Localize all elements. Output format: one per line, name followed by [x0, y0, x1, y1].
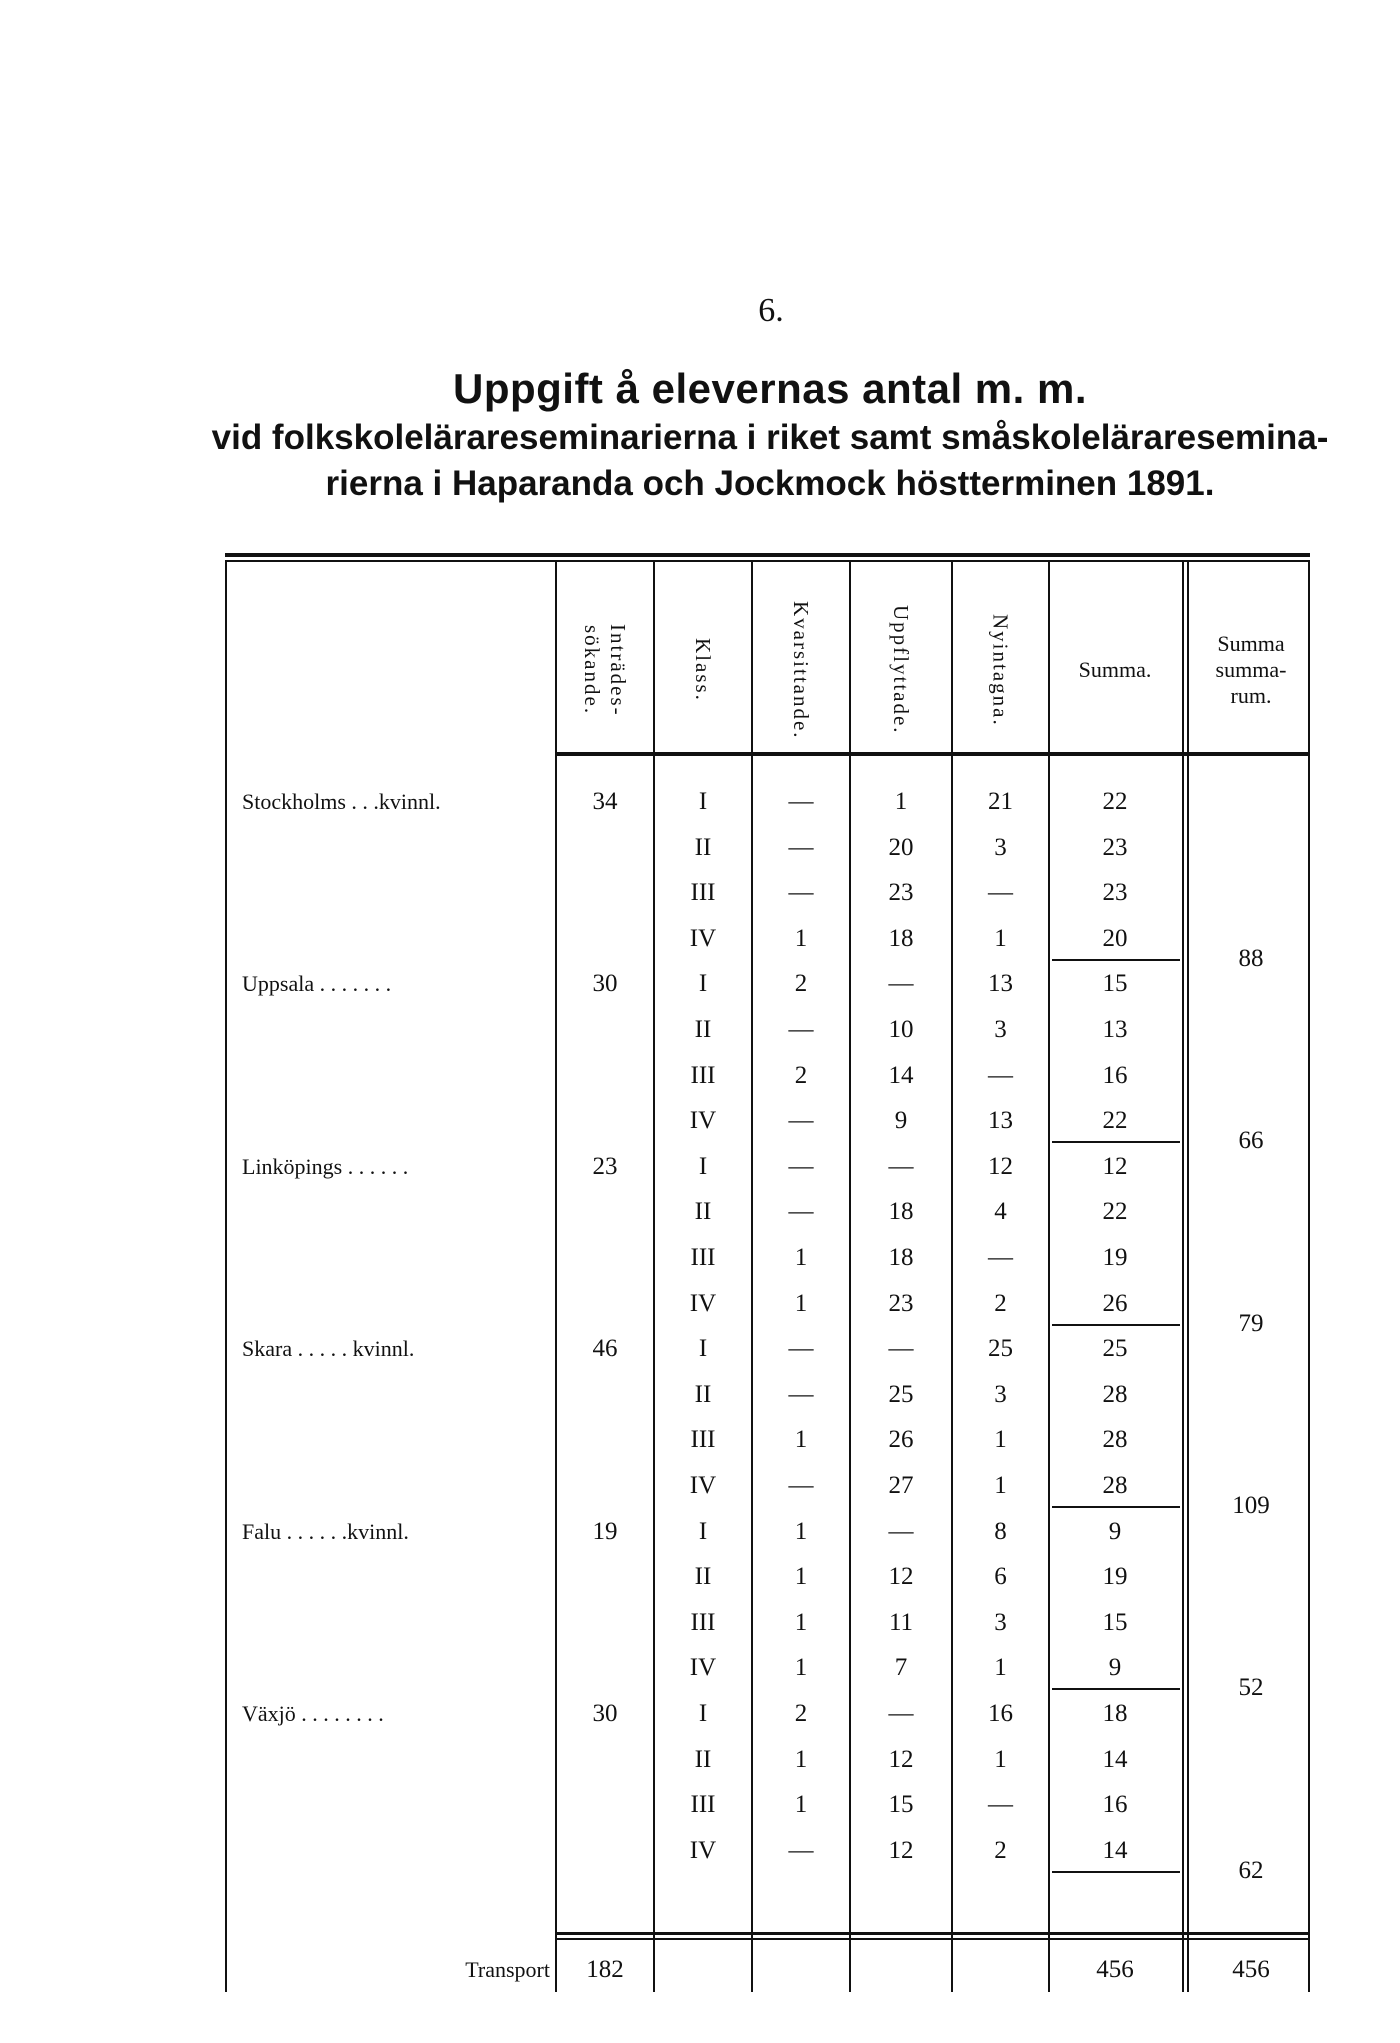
nyintagna-value: 1	[994, 1472, 1007, 1499]
table-top-rule	[225, 553, 1310, 557]
uppflyttade-value: 18	[888, 1198, 914, 1226]
kvarsittande-value: 2	[794, 1061, 808, 1089]
nyintagna-value: —	[988, 1061, 1013, 1089]
summa-group-underline	[1052, 1871, 1180, 1873]
summa-value: 23	[1102, 879, 1128, 907]
uppflyttade-value: 18	[888, 1244, 914, 1271]
uppflyttade-value: 25	[888, 1380, 914, 1408]
uppflyttade-value: —	[888, 1700, 914, 1727]
seminary-name: Linköpings . . . . . .	[242, 1153, 409, 1179]
klass-value: I	[698, 1335, 708, 1363]
nyintagna-value: 12	[988, 1152, 1013, 1180]
nyintagna-value: 13	[988, 970, 1013, 998]
nyintagna-value: 2	[994, 1836, 1007, 1864]
uppflyttade-value: 23	[888, 879, 914, 907]
summa-value: 14	[1102, 1836, 1128, 1864]
klass-value: II	[694, 833, 712, 861]
summa-value: 18	[1102, 1700, 1128, 1727]
kvarsittande-value: —	[788, 788, 814, 815]
summa-value: 19	[1102, 1563, 1128, 1591]
uppflyttade-value: 11	[888, 1608, 914, 1636]
nyintagna-value: —	[988, 1791, 1013, 1819]
transport-summa-summarum: 456	[1232, 1956, 1270, 1983]
header-summa: Summa.	[1078, 657, 1152, 682]
summa-value: 14	[1102, 1745, 1128, 1773]
page-subtitle-line-2: rierna i Haparanda och Jockmock höstterminen 1891.	[325, 464, 1215, 503]
seminary-name: Stockholms . . .kvinnl.	[242, 789, 441, 814]
nyintagna-value: 2	[994, 1289, 1007, 1317]
klass-value: II	[694, 1198, 712, 1226]
nyintagna-value: 3	[994, 1608, 1007, 1636]
summa-value: 28	[1102, 1380, 1128, 1408]
kvarsittande-value: —	[788, 1472, 814, 1499]
intrades-value: 30	[592, 970, 618, 998]
klass-value: III	[690, 1061, 716, 1089]
seminary-name: Växjö . . . . . . . .	[242, 1701, 384, 1726]
klass-value: III	[690, 1608, 716, 1636]
kvarsittande-value: 1	[794, 1745, 808, 1773]
summa-value: 22	[1102, 1107, 1128, 1135]
kvarsittande-value: —	[788, 1152, 814, 1180]
summa-value: 16	[1102, 1791, 1128, 1819]
uppflyttade-value: 15	[888, 1791, 914, 1819]
header-nyintagna: Nyintagna.	[988, 613, 1013, 727]
summa-value: 15	[1102, 1608, 1128, 1636]
kvarsittande-value: 1	[794, 1517, 808, 1545]
uppflyttade-value: 27	[888, 1472, 914, 1499]
uppflyttade-value: 12	[888, 1836, 914, 1864]
summa-value: 22	[1102, 1198, 1128, 1226]
nyintagna-value: 3	[994, 1016, 1007, 1043]
header-nyintagna-cell	[953, 580, 1048, 760]
klass-value: II	[694, 1380, 712, 1408]
klass-value: IV	[689, 924, 717, 952]
header-summa-summarum: Summa summa- rum.	[1215, 631, 1287, 708]
summa-group-underline	[1052, 1506, 1180, 1508]
uppflyttade-value: 18	[888, 924, 914, 952]
transport-summa: 456	[1096, 1956, 1134, 1983]
header-intrades: Inträdes- sökande.	[580, 623, 630, 717]
kvarsittande-value: 2	[794, 1700, 808, 1727]
kvarsittande-value: —	[788, 1107, 814, 1135]
col-divider-intrades	[555, 562, 557, 1992]
nyintagna-value: 21	[988, 788, 1013, 815]
kvarsittande-value: 1	[794, 1244, 808, 1271]
kvarsittande-value: 1	[794, 924, 808, 952]
nyintagna-value: 16	[988, 1700, 1013, 1727]
summa-value: 16	[1102, 1061, 1128, 1089]
nyintagna-value: —	[988, 879, 1013, 907]
klass-value: III	[690, 879, 716, 907]
nyintagna-value: 6	[994, 1563, 1007, 1591]
summa-value: 23	[1102, 833, 1128, 861]
summa-group-underline	[1052, 1141, 1180, 1143]
summa-summarum-value: 79	[1238, 1309, 1264, 1337]
page-title: Uppgift å elevernas antal m. m.	[452, 365, 1087, 412]
kvarsittande-value: —	[788, 1198, 814, 1226]
summa-value: 13	[1102, 1016, 1128, 1043]
kvarsittande-value: —	[788, 833, 814, 861]
page-subtitle-line-1: vid folkskolelärareseminarierna i riket samt småskolelärareseminа-	[211, 418, 1329, 457]
uppflyttade-value: 7	[894, 1654, 908, 1682]
klass-value: I	[698, 1517, 708, 1545]
summa-summarum-value: 66	[1238, 1127, 1264, 1155]
summa-summarum-value: 109	[1232, 1492, 1270, 1519]
header-uppflyttade-cell	[851, 580, 951, 760]
right-border	[1308, 562, 1310, 1992]
summa-value: 15	[1102, 970, 1128, 998]
kvarsittande-value: 1	[794, 1426, 808, 1454]
klass-value: II	[694, 1016, 712, 1043]
klass-value: III	[690, 1244, 716, 1271]
nyintagna-value: 1	[994, 1426, 1007, 1454]
summa-group-underline	[1052, 1324, 1180, 1326]
klass-value: II	[694, 1563, 712, 1591]
nyintagna-value: 8	[994, 1517, 1007, 1545]
uppflyttade-value: 12	[888, 1745, 914, 1773]
header-kvarsittande-cell	[753, 580, 849, 760]
header-uppflyttade: Uppflyttade.	[889, 605, 913, 735]
nyintagna-value: 4	[994, 1198, 1007, 1226]
nyintagna-value: —	[988, 1244, 1013, 1271]
nyintagna-value: 1	[994, 924, 1007, 952]
summa-value: 25	[1102, 1335, 1128, 1363]
uppflyttade-value: —	[888, 1152, 914, 1180]
kvarsittande-value: —	[788, 1335, 814, 1363]
summa-value: 12	[1102, 1152, 1128, 1180]
klass-value: I	[698, 1152, 708, 1180]
uppflyttade-value: 12	[888, 1563, 914, 1591]
col-divider-ss-a	[1182, 562, 1184, 1992]
klass-value: IV	[689, 1836, 717, 1864]
intrades-value: 46	[592, 1335, 618, 1363]
seminary-name: Falu . . . . . .kvinnl.	[242, 1518, 409, 1544]
summa-value: 20	[1102, 924, 1128, 952]
summa-value: 22	[1102, 788, 1128, 815]
klass-value: I	[698, 1700, 708, 1727]
uppflyttade-value: 9	[894, 1107, 908, 1135]
transport-top-rule-thin	[555, 1938, 1310, 1940]
uppflyttade-value: 10	[888, 1016, 914, 1043]
uppflyttade-value: 14	[888, 1061, 914, 1089]
intrades-value: 34	[592, 788, 618, 815]
header-intrades-cell	[557, 580, 653, 760]
summa-value: 19	[1102, 1244, 1128, 1271]
summa-group-underline	[1052, 959, 1180, 961]
header-klass: Klass.	[691, 638, 715, 702]
summa-value: 28	[1102, 1472, 1128, 1499]
nyintagna-value: 25	[988, 1335, 1013, 1363]
intrades-value: 23	[592, 1152, 618, 1180]
left-border	[225, 562, 227, 1992]
uppflyttade-value: —	[888, 1517, 914, 1545]
summa-summarum-value: 88	[1238, 944, 1264, 972]
klass-value: I	[698, 970, 708, 998]
summa-group-underline	[1052, 1688, 1180, 1690]
uppflyttade-value: 26	[888, 1426, 914, 1454]
transport-top-rule	[555, 1932, 1310, 1935]
nyintagna-value: 1	[994, 1745, 1007, 1773]
klass-value: I	[698, 788, 708, 815]
transport-label: Transport	[465, 1957, 550, 1982]
uppflyttade-value: 1	[894, 788, 908, 815]
nyintagna-value: 3	[994, 1380, 1007, 1408]
intrades-value: 30	[592, 1700, 618, 1727]
uppflyttade-value: —	[888, 970, 914, 998]
seminary-name: Skara . . . . . kvinnl.	[242, 1336, 415, 1362]
klass-value: IV	[689, 1472, 717, 1499]
klass-value: III	[690, 1426, 716, 1454]
header-kvarsittande: Kvarsittande.	[789, 600, 813, 740]
transport-intrades: 182	[586, 1956, 624, 1983]
uppflyttade-value: 20	[888, 833, 914, 861]
seminary-name: Uppsala . . . . . . .	[242, 971, 392, 997]
uppflyttade-value: —	[888, 1335, 914, 1363]
klass-value: IV	[689, 1289, 717, 1317]
summa-summarum-value: 52	[1238, 1674, 1264, 1702]
kvarsittande-value: 1	[794, 1791, 808, 1819]
kvarsittande-value: —	[788, 1016, 814, 1043]
kvarsittande-value: 2	[794, 970, 808, 998]
nyintagna-value: 1	[994, 1654, 1007, 1682]
summa-value: 26	[1102, 1289, 1128, 1317]
summa-value: 28	[1102, 1426, 1128, 1454]
summa-value: 9	[1108, 1517, 1122, 1545]
klass-value: II	[694, 1745, 712, 1773]
klass-value: IV	[689, 1107, 717, 1135]
page-number: 6.	[758, 292, 784, 329]
header-summa-cell	[1050, 580, 1180, 760]
kvarsittande-value: 1	[794, 1563, 808, 1591]
klass-value: III	[690, 1791, 716, 1819]
summa-summarum-value: 62	[1238, 1856, 1264, 1884]
kvarsittande-value: 1	[794, 1289, 808, 1317]
nyintagna-value: 3	[994, 833, 1007, 861]
kvarsittande-value: —	[788, 1836, 814, 1864]
summa-value: 9	[1108, 1654, 1122, 1682]
header-klass-cell	[655, 580, 751, 760]
nyintagna-value: 13	[988, 1107, 1013, 1135]
kvarsittande-value: 1	[794, 1654, 808, 1682]
klass-value: IV	[689, 1654, 717, 1682]
intrades-value: 19	[592, 1517, 618, 1545]
title-block	[190, 365, 1350, 505]
kvarsittande-value: —	[788, 1380, 814, 1408]
col-divider-ss-b	[1187, 562, 1189, 1992]
kvarsittande-value: —	[788, 879, 814, 907]
header-summa-summarum-cell	[1192, 580, 1310, 760]
kvarsittande-value: 1	[794, 1608, 808, 1636]
uppflyttade-value: 23	[888, 1289, 914, 1317]
table-top-rule-thin	[225, 560, 1310, 562]
